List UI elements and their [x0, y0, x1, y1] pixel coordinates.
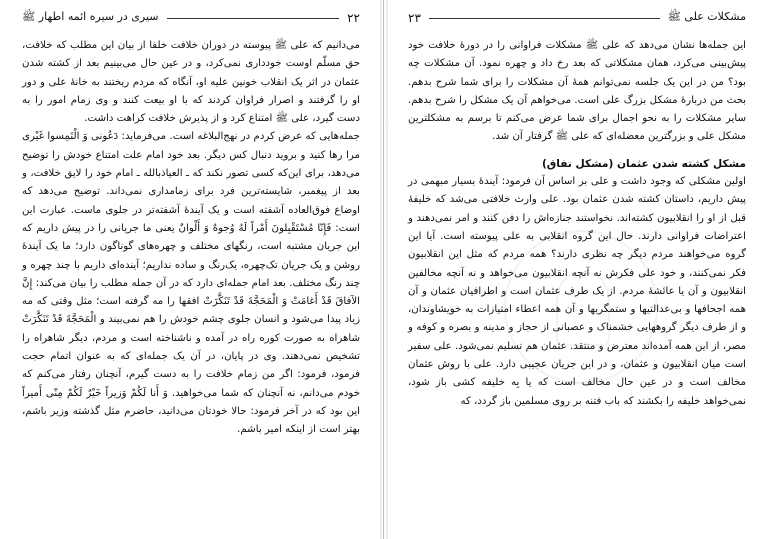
- right-page: [388, 0, 766, 539]
- left-page: [2, 0, 380, 539]
- right-header-rule: [429, 18, 660, 19]
- right-page-body: [408, 37, 746, 411]
- left-paragraph-1: می‌دانیم که علی ﷺ پیوسته در دوران خلافت خلفا از بیان این مطلب که خلافت، حق مسلّم اوست خودداری نمی‌کرد، و در عین حال می‌بینیم بعد از کشته شدن عثمان در اثر یک انقلاب خونین علیه او، آنگاه که مردم ریختند به خانهٔ علی و دور او را گرفتند و اصرار فراوان کردند که با او بیعت کنند و وی زمام امور را به دست گیرد، علی ﷺ امتناع کرد و از پذیرش خلافت کراهت داشت.: [22, 40, 360, 125]
- right-intro-paragraph: این جمله‌ها نشان می‌دهد که علی ﷺ مشکلات فراوانی را در دورهٔ خلافت خود پیش‌بینی می‌کرد، همان مشکلاتی که بعد رخ داد و چهره نمود. آن مشکلات چه بود؟ من در این یک جلسه نمی‌توانم همهٔ آن مشکلات را برای شما شرح بدهم. بحث من دربارهٔ مشکل بزرگ علی است. می‌خواهم آن یک مشکل را شرح بدهم. سایر مشکلات را به نحو اجمال برای شما عرض می‌کنم تا برسم به مشکلترین مشکل علی و بزرگترین معضله‌ای که علی ﷺ گرفتار آن شد.: [408, 40, 746, 143]
- section-heading: مشکل کشته شدن عثمان (مشکل نفاق): [541, 157, 746, 170]
- left-page-body: [22, 37, 360, 440]
- book-gutter: [380, 0, 388, 539]
- left-page-header: [22, 10, 360, 26]
- left-page-number: ۲۲: [347, 11, 360, 25]
- right-running-title: مشکلات علی ﷺ: [667, 10, 746, 23]
- right-page-header: [408, 10, 746, 26]
- right-page-number: ۲۳: [408, 11, 421, 25]
- gutter-line: [383, 0, 384, 539]
- left-paragraph-2: جمله‌هایی که عرض کردم در نهج‌البلاغه است. می‌فرماید: دَعُونی وَ الْتَمِسوا غَیْری مرا رها کنید و بروید دنبال کس دیگر. بعد خود امام علت امتناع خودش را توضیح می‌دهد، برای این‌که کسی تصور نکند که ـ العیاذبالله ـ امام خود را لایق خلافت، و بعد از پیغمبر، شایسته‌ترین فرد برای زمامداری نمی‌داند. توضیح می‌دهد که اوضاع فوق‌العاده آشفته است و یک آیندهٔ آشفته‌تر در جلوی ماست. عبارت این است: فَإِنّا مُسْتَقْبِلونَ أَمْراً لَهُ وُجوهٌ وَ أَلْوانٌ یعنی ما جریانی را در پیش داریم که این جریان مشتبه است، رنگهای مختلف و چهره‌های گوناگون دارد؛ ما یک آیندهٔ روشن و یک جریان تک‌چهره، یک‌رنگ و ساده نداریم؛ آینده‌ای داریم با چند چهره و چند رنگ مختلف. بعد امام جمله‌ای دارد که در آن جمله مطلب را بیان می‌کند: إِنَّ الآفاقَ قَدْ أَغامَتْ وَ الْمَحَجَّةَ قَدْ تَنَکَّرَتْ افقها را مه گرفته است؛ مثل وقتی که مه زیاد پیدا می‌شود و انسان جلوی چشم خودش را هم نمی‌بیند و الْمَحَجَّةَ قَدْ تَنَکَّرَتْ شاهراه به صورت کوره راه در آمده و ناشناخته است و مردم، دیگر شاهراه را تشخیص نمی‌دهند. وی در پایان، در آن یک جمله‌ای که به عنوان اتمام حجت فرمود، فرمود: اگر من زمام خلافت را به دست گیرم، آنچنان رفتار می‌کنم که خودم می‌دانم، نه آنچنان که شما می‌خواهید. وَ أَنا لَکُمْ وَزیراً خَیْرٌ لَکُمْ مِنّی أَمیراً این بود که در آخر فرمود: حالا خودتان می‌دانید، حاضرم مثل گذشته وزیر باشم، بهتر است از اینکه امیر باشم.: [22, 131, 360, 436]
- left-header-rule: [167, 18, 340, 19]
- right-section-paragraph: اولین مشکلی که وجود داشت و علی بر اساس آن فرمود: آیندهٔ بسیار مبهمی در پیش داریم، داستان کشته شدن عثمان بود. علی وارث خلافتی می‌شد که خلیفهٔ قبل از او را انقلابیون کشته‌اند. نخواستند جنازه‌اش را دفن کنند و امر نمی‌دهند و اعتراضات فراوانی دارند. حال این گروه انقلابی به علی پیوسته است. آیا این گروه می‌خواهند مردم دیگر چه نظری دارند؟ همه مردم که مثل این انقلابیون فکر نمی‌کنند، و خود علی فکرش نه آنچه انقلابیون می‌خواهد و نه آنچه مخالفین انقلابیون و آن یا عائشهٔ مردم. از یک طرف عثمان است و اطرافیان عثمان و آن همه اجحافها و بی‌عدالتیها و ستمگریها و آن همه اعطاء امتیازات به خویشاوندان، و از طرف دیگر گروههایی خشمناک و عصبانی از حجاز و مدینه و بصره و کوفه و مصر، از این همه آمده‌اند معترض و منتقد. عثمان هم تسلیم نمی‌شود. علی سفیر است میان انقلابیون و عثمان، و در این جریان عجیبی دارد. علی با روش عثمان مخالف است و در عین حال مخالف است که یا بِه خلیفه کشی باز شود، نمی‌خواهد خلیفه را بکشند که باب فتنه بر روی مسلمین باز گردد، که: [408, 176, 746, 407]
- left-running-title: سیری در سیره ائمه اطهار ﷺ: [22, 10, 159, 23]
